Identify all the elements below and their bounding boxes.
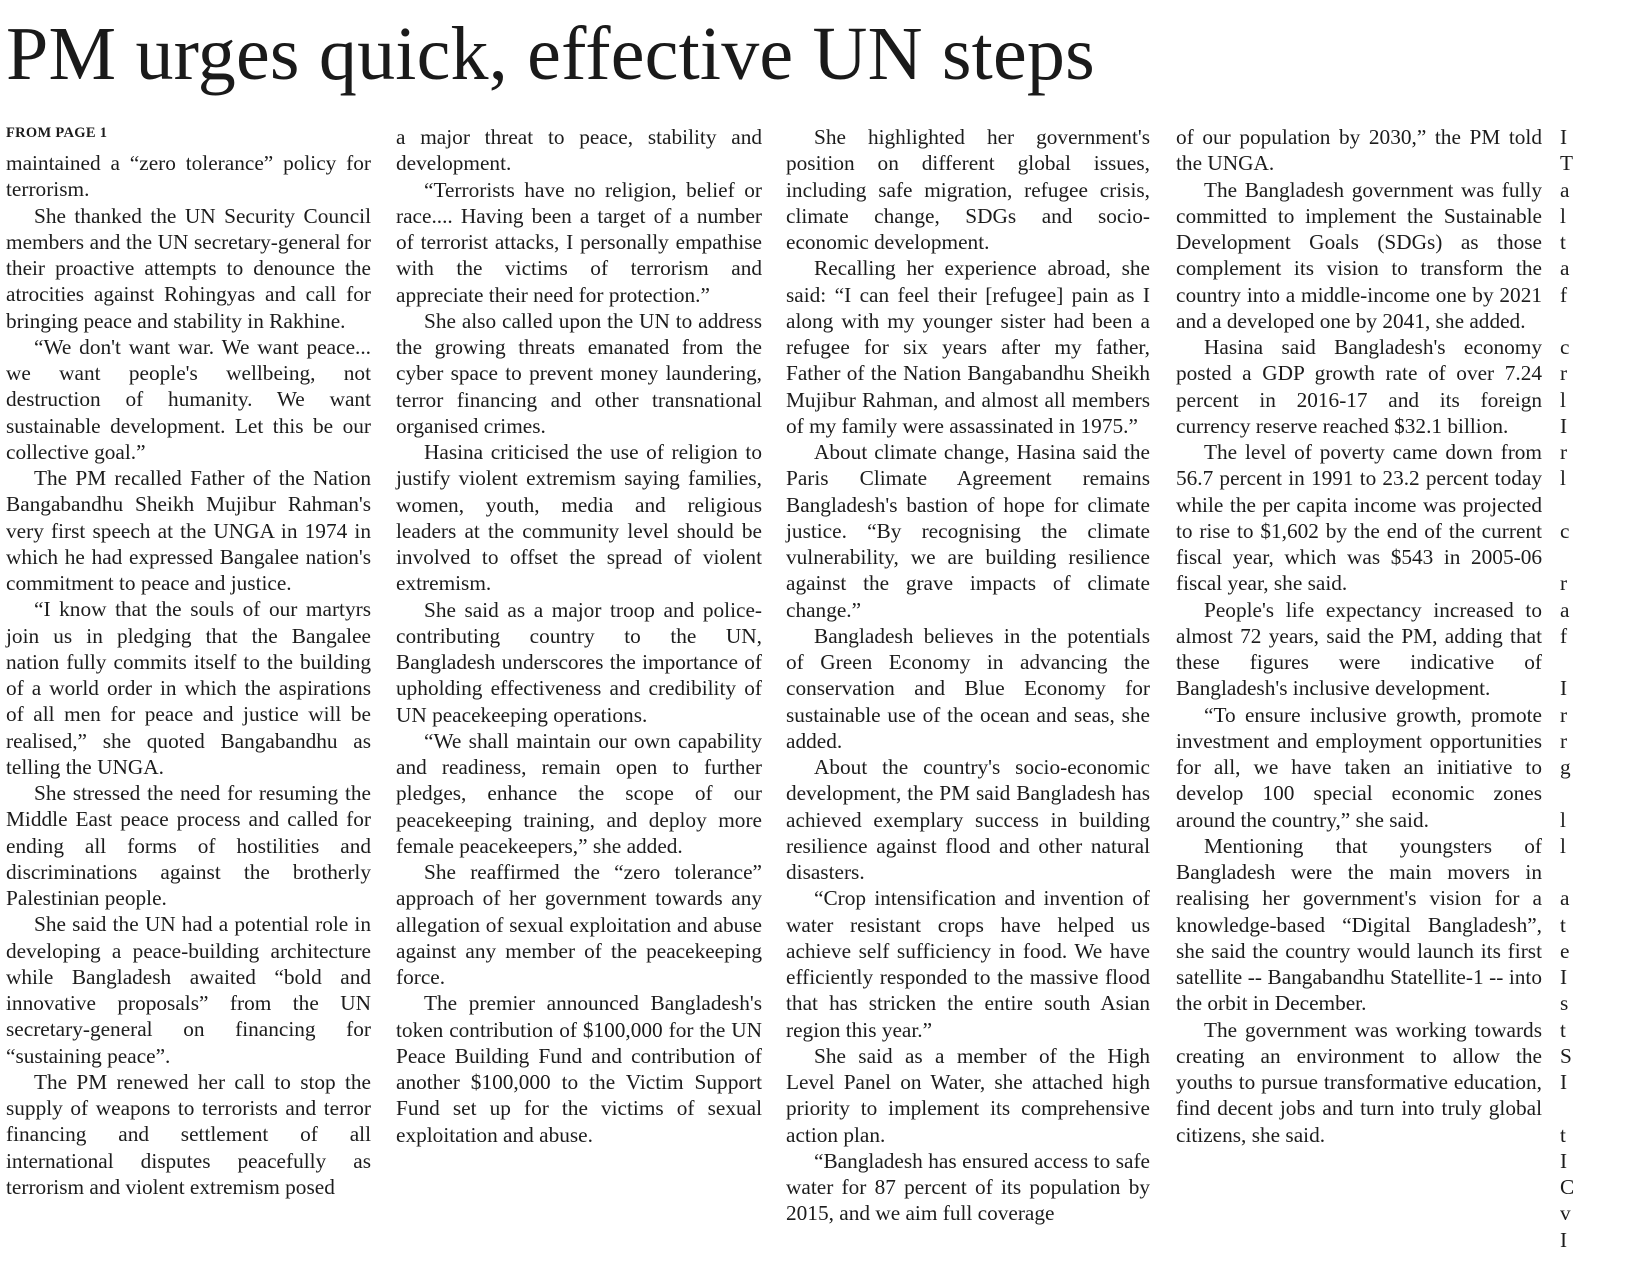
paragraph: About the country's socio-economic development, the PM said Bangladesh has achieved exemplary success in building resilience against flood and other natural disasters. bbox=[786, 755, 1150, 884]
paragraph: The premier announced Bangladesh's token contribution of $100,000 for the UN Peace Building Fund and contribution of another $100,000 to the Victim Support Fund set up for the victims of sexual exploitation and abuse. bbox=[396, 991, 762, 1147]
paragraph: of our population by 2030,” the PM told the UNGA. bbox=[1176, 125, 1542, 176]
clipped-text-fragment: l bbox=[1560, 203, 1566, 228]
clipped-text-fragment: I bbox=[1560, 965, 1568, 989]
clipped-text-fragment: C bbox=[1560, 1175, 1575, 1199]
clipped-text-fragment: r bbox=[1560, 728, 1568, 753]
clipped-text-fragment: I bbox=[1560, 125, 1568, 149]
clipped-text-fragment: a bbox=[1560, 597, 1570, 622]
clipped-text-fragment bbox=[1560, 1095, 1647, 1121]
paragraph: The level of poverty came down from 56.7 percent in 1991 to 23.2 percent today while the per capita income was projected to rise to $1,602 by the end of the current fiscal year, which was $543 in 2005-06 fiscal year, she said. bbox=[1176, 440, 1542, 596]
clipped-text-fragment: e bbox=[1560, 938, 1570, 963]
clipped-text-fragment: l bbox=[1560, 387, 1566, 412]
clipped-text-fragment: I bbox=[1560, 1148, 1568, 1173]
article-column-1 bbox=[6, 150, 371, 1200]
clipped-text-fragment: t bbox=[1560, 912, 1566, 937]
clipped-text-fragment bbox=[1560, 649, 1647, 675]
clipped-text-fragment: I bbox=[1560, 413, 1568, 438]
clipped-text-fragment: f bbox=[1560, 623, 1568, 648]
paragraph: “Bangladesh has ensured access to safe water for 87 percent of its population by 2015, and we aim full coverage bbox=[786, 1148, 1150, 1226]
paragraph: She stressed the need for resuming the Middle East peace process and called for ending all forms of hostilities and discriminations against the brotherly Palestinian people. bbox=[6, 781, 371, 910]
paragraph: She reaffirmed the “zero tolerance” approach of her government towards any allegation of sexual exploitation and abuse against any member of the peacekeeping force. bbox=[396, 860, 762, 989]
paragraph: The PM renewed her call to stop the supply of weapons to terrorists and terror financing and settlement of all international disputes peacefully as terrorism and violent extremism posed bbox=[6, 1069, 371, 1199]
clipped-text-fragment: I bbox=[1560, 676, 1568, 701]
paragraph: People's life expectancy increased to almost 72 years, said the PM, adding that these figures were indicative of Bangladesh's inclusive development. bbox=[1176, 597, 1542, 701]
clipped-text-fragment: l bbox=[1560, 466, 1566, 491]
clipped-text-fragment: v bbox=[1560, 1201, 1571, 1226]
clipped-text-fragment: t bbox=[1560, 230, 1566, 254]
clipped-text-fragment: a bbox=[1560, 177, 1570, 202]
clipped-next-column bbox=[1560, 124, 1647, 1253]
paragraph: Hasina said Bangladesh's economy posted a GDP growth rate of over 7.24 percent in 2016-17 and its foreign currency reserve reached $32.1 billion. bbox=[1176, 335, 1542, 438]
paragraph: Hasina criticised the use of religion to justify violent extremism saying families, women, youth, media and religious leaders at the community level should be involved to offset the spread of violent extremism. bbox=[396, 440, 762, 596]
paragraph: The government was working towards creating an environment to allow the youths to pursue transformative education, find decent jobs and turn into truly global citizens, she said. bbox=[1176, 1017, 1542, 1147]
paragraph: She said as a major troop and police-contributing country to the UN, Bangladesh underscores the importance of upholding effectiveness and credibility of UN peacekeeping operations. bbox=[396, 597, 762, 727]
clipped-text-fragment: I bbox=[1560, 1070, 1568, 1094]
paragraph: She highlighted her government's position on different global issues, including safe migration, refugee crisis, climate change, SDGs and socio-economic development. bbox=[786, 125, 1150, 254]
paragraph: “Terrorists have no religion, belief or race.... Having been a target of a number of terrorist attacks, I personally empathise with the victims of terrorism and appreciate their need for protection.” bbox=[396, 177, 762, 307]
paragraph: She thanked the UN Security Council members and the UN secretary-general for their proactive attempts to denounce the atrocities against Rohingyas and call for bringing peace and stability in Rakhine. bbox=[6, 203, 371, 333]
paragraph: “I know that the souls of our martyrs join us in pledging that the Bangalee nation fully commits itself to the building of a world order in which the aspirations of all men for peace and justice will be realised,” she quoted Bangabandhu as telling the UNGA. bbox=[6, 597, 371, 779]
paragraph: The PM recalled Father of the Nation Bangabandhu Sheikh Mujibur Rahman's very first speech at the UNGA in 1974 in which he had expressed Bangalee nation's commitment to peace and justice. bbox=[6, 466, 371, 595]
from-page-label: FROM PAGE 1 bbox=[6, 125, 108, 141]
article-column-2 bbox=[396, 124, 762, 1148]
clipped-text-fragment bbox=[1560, 780, 1647, 806]
clipped-text-fragment: r bbox=[1560, 440, 1568, 464]
clipped-text-fragment: t bbox=[1560, 1017, 1566, 1042]
clipped-text-fragment: a bbox=[1560, 886, 1570, 911]
clipped-text-fragment: l bbox=[1560, 833, 1566, 858]
paragraph: “Crop intensification and invention of water resistant crops have helped us achieve self sufficiency in food. We have efficiently responded to the massive flood that has stricken the entire south Asian region this year.” bbox=[786, 886, 1150, 1042]
clipped-text-fragment bbox=[1560, 859, 1647, 885]
paragraph: She also called upon the UN to address the growing threats emanated from the cyber space to prevent money laundering, terror financing and other transnational organised crimes. bbox=[396, 308, 762, 438]
paragraph: About climate change, Hasina said the Paris Climate Agreement remains Bangladesh's bastion of hope for climate justice. “By recognising the climate vulnerability, we are building resilience against the grave impacts of climate change.” bbox=[786, 440, 1150, 622]
clipped-text-fragment: f bbox=[1560, 282, 1568, 307]
clipped-text-fragment: c bbox=[1560, 518, 1570, 543]
clipped-text-fragment: c bbox=[1560, 335, 1570, 359]
paragraph: Recalling her experience abroad, she said: “I can feel their [refugee] pain as I along with my younger sister had been a refugee for six years after my father, Father of the Nation Bangabandhu Sheikh Mujibur Rahman, and almost all members of my family were assassinated in 1975.” bbox=[786, 256, 1150, 438]
paragraph: The Bangladesh government was fully committed to implement the Sustainable Development Goals (SDGs) as those complement its vision to transform the country into a middle-income one by 2021 and a developed one by 2041, she added. bbox=[1176, 177, 1542, 333]
clipped-text-fragment bbox=[1560, 492, 1647, 518]
clipped-text-fragment: T bbox=[1560, 151, 1574, 176]
clipped-text-fragment: a bbox=[1560, 256, 1570, 281]
clipped-text-fragment: r bbox=[1560, 702, 1568, 727]
paragraph: maintained a “zero tolerance” policy for terrorism. bbox=[6, 151, 371, 202]
paragraph: a major threat to peace, stability and development. bbox=[396, 125, 762, 176]
article-column-4 bbox=[1176, 124, 1542, 1148]
clipped-text-fragment: t bbox=[1560, 1122, 1566, 1147]
paragraph: “To ensure inclusive growth, promote investment and employment opportunities for all, we have taken an initiative to develop 100 special economic zones around the country,” she said. bbox=[1176, 702, 1542, 832]
clipped-text-fragment bbox=[1560, 544, 1647, 570]
clipped-text-fragment: I bbox=[1560, 1227, 1568, 1252]
paragraph: She said the UN had a potential role in developing a peace-building architecture while Bangladesh awaited “bold and innovative proposals” from the UN secretary-general on financing for “sustaining peace”. bbox=[6, 912, 371, 1068]
clipped-text-fragment: r bbox=[1560, 571, 1568, 596]
clipped-text-fragment bbox=[1560, 308, 1647, 334]
paragraph: She said as a member of the High Level Panel on Water, she attached high priority to implement its comprehensive action plan. bbox=[786, 1043, 1150, 1147]
clipped-text-fragment: l bbox=[1560, 807, 1566, 832]
headline: PM urges quick, effective UN steps bbox=[6, 12, 1095, 96]
paragraph: “We don't want war. We want peace... we want people's wellbeing, not destruction of humanity. We want sustainable development. Let this be our collective goal.” bbox=[6, 334, 371, 464]
paragraph: Bangladesh believes in the potentials of Green Economy in advancing the conservation and Blue Economy for sustainable use of the ocean and seas, she added. bbox=[786, 623, 1150, 753]
clipped-text-fragment: S bbox=[1560, 1043, 1572, 1068]
paragraph: Mentioning that youngsters of Bangladesh were the main movers in realising her government's vision for a knowledge-based “Digital Bangladesh”, she said the country would launch its first satellite -- Bangabandhu Statellite-1 -- into the orbit in December. bbox=[1176, 833, 1542, 1016]
clipped-text-fragment: g bbox=[1560, 755, 1571, 779]
clipped-text-fragment: r bbox=[1560, 361, 1568, 386]
clipped-text-fragment: s bbox=[1560, 991, 1569, 1016]
article-column-3 bbox=[786, 124, 1150, 1227]
paragraph: “We shall maintain our own capability and readiness, remain open to further pledges, enhance the scope of our peacekeeping training, and deploy more female peacekeepers,” she added. bbox=[396, 728, 762, 858]
